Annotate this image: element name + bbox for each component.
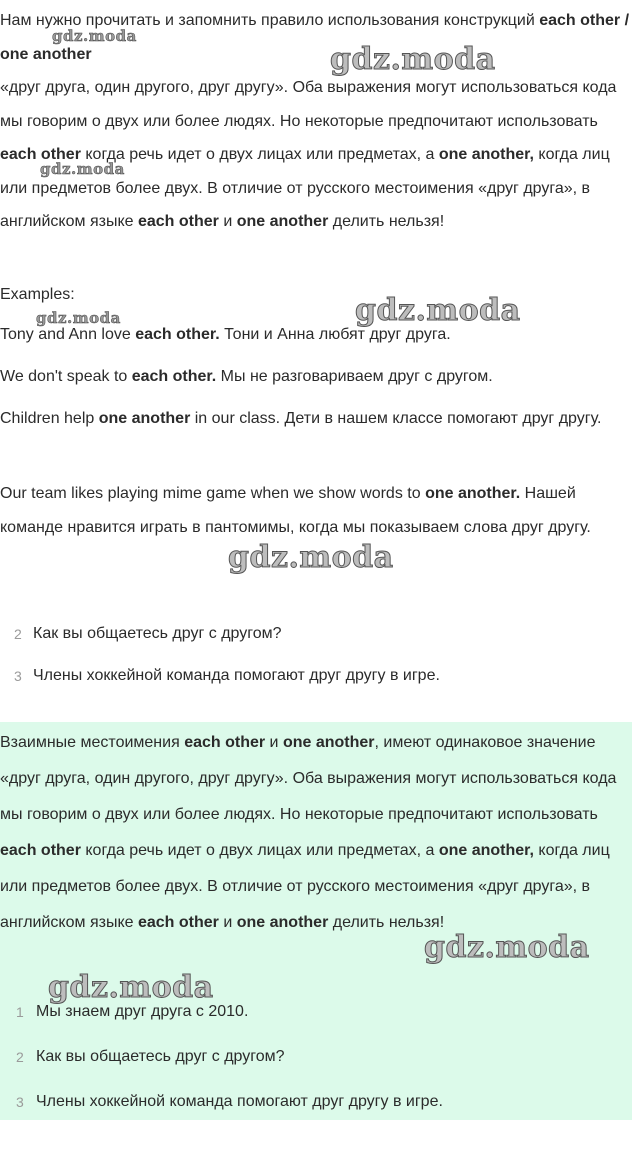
watermark-logo: gdz.moda	[424, 930, 590, 965]
example-1	[0, 318, 632, 352]
sentence-list	[0, 622, 632, 706]
answer-text: когда лиц или предметов более двух. В отличие от русского местоимения «друг друга», в английском языке	[0, 842, 610, 931]
watermark-logo: gdz.moda	[40, 160, 125, 178]
list-number: 2	[14, 626, 22, 642]
intro-text: когда речь идет о двух лицах или предметах, а	[80, 146, 439, 163]
list-item	[0, 664, 632, 706]
answer-text: делить нельзя!	[328, 914, 445, 931]
list-text: Члены хоккейной команда помогают друг другу в игре.	[36, 1093, 443, 1110]
watermark-logo: gdz.moda	[355, 293, 521, 328]
answer-text: , имеют одинаковое значение «друг друга, один другого, друг другу». Оба выражения могут использоваться кода мы говорим о двух или более людях. Но некоторые предпочитают использовать	[0, 734, 617, 823]
watermark-logo: gdz.moda	[330, 42, 496, 77]
watermark-logo: gdz.moda	[36, 309, 121, 327]
list-number: 3	[14, 668, 22, 684]
watermark-logo: gdz.moda	[228, 540, 394, 575]
answer-term: one another,	[438, 842, 534, 859]
intro-term: each other	[137, 213, 219, 230]
example-text: Тони и Анна любят друг друга.	[219, 326, 451, 343]
list-number: 2	[16, 1049, 24, 1065]
example-text: We don't speak to	[0, 368, 132, 385]
intro-text: делить нельзя!	[328, 213, 445, 230]
intro-text: и	[218, 213, 237, 230]
list-text: Как вы общаетесь друг с другом?	[33, 625, 282, 642]
answer-term: one another	[236, 914, 329, 931]
list-number: 3	[16, 1094, 24, 1110]
list-text: Члены хоккейной команда помогают друг другу в игре.	[33, 667, 440, 684]
answer-term: each other	[137, 914, 219, 931]
answer-text: когда речь идет о двух лицах или предметах, а	[80, 842, 439, 859]
intro-paragraph	[0, 4, 632, 239]
example-2	[0, 360, 632, 394]
list-item	[0, 1090, 632, 1135]
example-term: each other.	[131, 368, 217, 385]
example-4	[0, 477, 632, 544]
example-text: Tony and Ann love	[0, 326, 136, 343]
intro-term: one another	[236, 213, 329, 230]
answer-term: each other	[184, 734, 266, 751]
intro-text: Нам нужно прочитать и запомнить правило использования конструкций	[0, 12, 540, 29]
answer-paragraph	[0, 725, 632, 941]
intro-term: one another,	[438, 146, 534, 163]
answer-panel	[0, 722, 632, 1120]
list-item	[0, 622, 632, 664]
example-text: Мы не разговариваем друг с другом.	[216, 368, 493, 385]
answer-list	[0, 1000, 632, 1135]
watermark-logo: gdz.moda	[48, 970, 214, 1005]
intro-term: each other / one another	[0, 12, 630, 63]
answer-text: и	[265, 734, 283, 751]
examples-label: Examples:	[0, 286, 75, 303]
list-number: 1	[16, 1004, 24, 1020]
example-term: each other.	[135, 326, 220, 343]
intro-text: когда лиц или предметов более двух. В отличие от русского местоимения «друг друга», в английском языке	[0, 146, 610, 230]
intro-text: «друг друга, один другого, друг другу». Оба выражения могут использоваться кода мы говорим о двух или более людях. Но некоторые предпочитают использовать	[0, 79, 617, 130]
list-item	[0, 1000, 632, 1045]
answer-text: и	[218, 914, 237, 931]
list-text: Мы знаем друг друга с 2010.	[36, 1003, 249, 1020]
example-text: Нашей команде нравится играть в пантомимы, когда мы показываем слова друг другу.	[0, 485, 591, 536]
intro-term: each other	[0, 146, 81, 163]
example-term: one another	[98, 410, 191, 427]
example-term: one another.	[425, 485, 521, 502]
answer-term: one another	[282, 734, 375, 751]
example-text: Our team likes playing mime game when we show words to	[0, 485, 426, 502]
example-text: Children help	[0, 410, 99, 427]
answer-text: Взаимные местоимения	[0, 734, 185, 751]
list-text: Как вы общаетесь друг с другом?	[36, 1048, 285, 1065]
list-item	[0, 1045, 632, 1090]
example-text: in our class. Дети в нашем классе помогают друг другу.	[190, 410, 602, 427]
answer-term: each other	[0, 842, 81, 859]
example-3	[0, 402, 632, 436]
watermark-logo: gdz.moda	[52, 27, 137, 45]
